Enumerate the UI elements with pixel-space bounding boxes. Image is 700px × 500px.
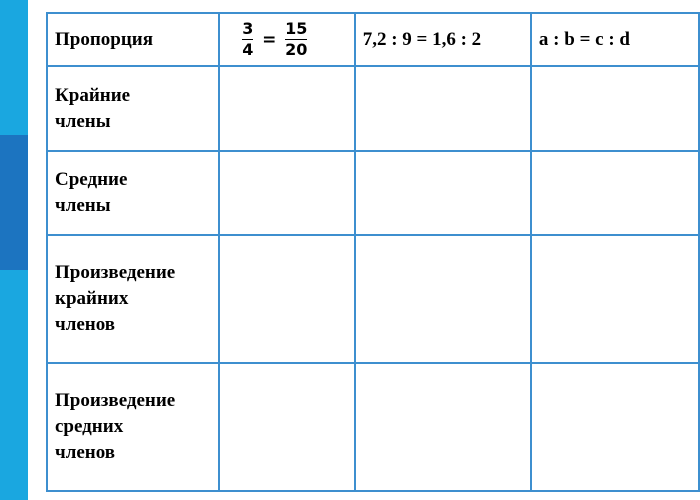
proportion-table [46,12,700,492]
numerator: 15 [285,19,308,38]
header-example-letters: a : b = c : d [531,13,699,66]
header-label: Пропорция [47,13,219,66]
answer-cell[interactable] [531,235,699,363]
answer-cell[interactable] [531,66,699,151]
table-row [47,66,699,151]
row-label-extreme-terms: Крайние члены [47,66,219,151]
denominator: 20 [285,40,308,59]
answer-cell[interactable] [355,235,531,363]
table-row [47,363,699,491]
numerator: 3 [242,19,254,38]
answer-cell[interactable] [355,151,531,235]
answer-cell[interactable] [531,363,699,491]
side-accent-bar-dark [0,135,28,270]
answer-cell[interactable] [355,363,531,491]
table-row [47,151,699,235]
header-row [47,13,699,66]
answer-cell[interactable] [355,66,531,151]
header-fraction-example [219,13,354,66]
answer-cell[interactable] [531,151,699,235]
table-row [47,235,699,363]
equals-sign: = [262,29,277,50]
fraction-15-20 [285,20,307,59]
row-label-product-extremes: Произведение крайних членов [47,235,219,363]
fraction-3-4 [242,20,253,59]
answer-cell[interactable] [219,363,354,491]
row-label-middle-terms: Средние члены [47,151,219,235]
denominator: 4 [242,40,254,59]
answer-cell[interactable] [219,151,354,235]
row-label-product-means: Произведение средних членов [47,363,219,491]
answer-cell[interactable] [219,235,354,363]
header-example-decimal: 7,2 : 9 = 1,6 : 2 [355,13,531,66]
answer-cell[interactable] [219,66,354,151]
